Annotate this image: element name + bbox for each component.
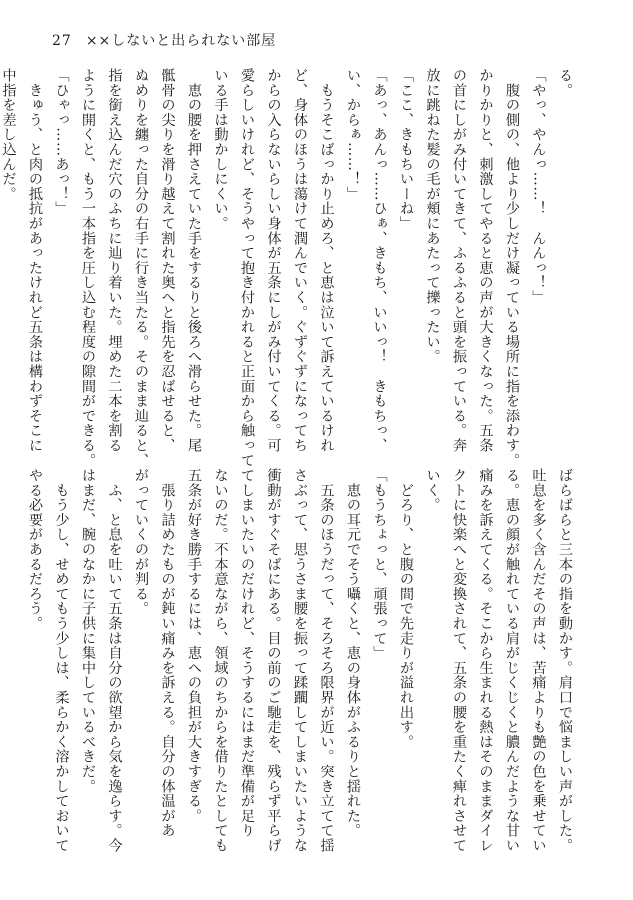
text-line: かりかりと、刺激してやると恵の声が大きくなった。五条 xyxy=(477,68,494,453)
text-line: もうそこばっかり止めろ、と恵は泣いて訴えているけれ xyxy=(318,68,335,453)
chapter-title: ××しないと出られない部屋 xyxy=(85,33,277,49)
text-line: 張り詰めたものが鈍い痛みを訴える。自分の体温があ xyxy=(159,468,176,838)
text-line: 吐息を多く含んだその声は、苦痛よりも艶の色を乗せてい xyxy=(530,468,547,853)
text-line: 衝動がすぐそばにある。目の前のご馳走を、残らず平らげ xyxy=(265,468,282,853)
text-line: 「あっ、あんっ……ひぁ、きもち、いいっ！ きもちっ、 xyxy=(371,68,388,453)
text-line: はまだ、腕のなかに子供に集中しているべきだ。 xyxy=(80,468,96,794)
text-line: 五条が好き勝手するには、恵への負担が大きすぎる。 xyxy=(186,468,202,824)
text-line: ど、身体のほうは蕩けて潤んでいく。ぐずぐずになってち xyxy=(292,68,308,453)
text-line: ふ、と息を吐いて五条は自分の欲望から気を逸らす。今 xyxy=(106,468,123,853)
text-line: 指を銜え込んだ穴のふちに辿り着いた。埋めた二本を割る xyxy=(106,68,123,453)
text-line: やる必要があるだろう。 xyxy=(27,468,43,631)
upper-text-block xyxy=(0,68,578,468)
text-line: もう少し、せめてもう少しは、柔らかく溶かしておいて xyxy=(53,468,70,853)
text-line: いく。 xyxy=(424,468,441,513)
text-line: 恵の耳元でそう囁くと、恵の身体がふるりと揺れた。 xyxy=(345,468,361,838)
text-line: る。 xyxy=(557,68,573,98)
text-line: クトに快楽へと変換されて、五条の腰を重たく痺れさせて xyxy=(451,468,467,853)
text-line: さぶって、思うさま腰を振って蹂躙してしまいたいような xyxy=(292,468,308,853)
text-line: い、からぁ……！」 xyxy=(345,68,361,202)
text-line: きゅう、と肉の抵抗があったけれど五条は構わずそこに xyxy=(27,68,43,453)
text-line: 中指を差し込んだ。 xyxy=(0,68,17,202)
text-line: 愛らしいけれど、そうやって抱き付かれると正面から触って xyxy=(239,68,255,468)
text-line: の首にしがみ付いてきて、ふるふると頭を振っている。奔 xyxy=(451,68,467,453)
text-line: ように開くと、もう一本指を圧し込む程度の隙間ができる。 xyxy=(80,68,96,468)
running-header xyxy=(52,30,276,50)
text-line: ぬめりを纏った自分の右手に行き当たる。そのまま辿ると、 xyxy=(133,68,149,468)
text-line: 「ここ、きもちいーね」 xyxy=(398,68,414,231)
text-line: 痛みを訴えてくる。そこから生まれる熱はそのままダイレ xyxy=(477,468,494,853)
text-line: る。恵の顔が触れている肩がじくじくと膿んだような甘い xyxy=(504,468,520,853)
text-line: 骶骨の尖りを滑り越えて割れた奥へと指先を忍ばせると、 xyxy=(159,68,176,453)
text-line: てしまいたいのだけれど、そうするにはまだ準備が足り xyxy=(239,468,255,838)
text-line: 「ひゃっ……あっ！」 xyxy=(53,68,70,216)
text-line: 恵の腰を押さえていた手をするりと後ろへ滑らせた。尾 xyxy=(186,68,202,453)
page-number: 27 xyxy=(52,33,72,49)
text-line: ないのだ。不本意ながら、領域のちからを借りたとしても xyxy=(212,468,229,853)
text-line: からの入らないらしい身体が五条にしがみ付いてくる。可 xyxy=(265,68,282,453)
text-line: どろり、と腹の間で先走りが溢れ出す。 xyxy=(398,468,414,750)
text-line: 「やっ、やんっ……！ んんっ！」 xyxy=(530,68,547,305)
text-line: がっていくのが判る。 xyxy=(133,468,149,616)
text-line: 「もうちょっと、頑張って」 xyxy=(371,468,388,661)
text-line: ばらばらと三本の指を動かす。肩口で悩ましい声がした。 xyxy=(557,468,573,853)
lower-text-block xyxy=(27,468,578,853)
text-line: いる手は動かしにくい。 xyxy=(212,68,229,231)
text-line: 腹の側の、他より少しだけ凝っている場所に指を添わす。 xyxy=(504,68,520,468)
text-line: 五条のほうだって、そろそろ限界が近い。突き立てて揺 xyxy=(318,468,335,853)
text-line: 放に跳ねた髪の毛が頬にあたって擽ったい。 xyxy=(424,68,441,364)
